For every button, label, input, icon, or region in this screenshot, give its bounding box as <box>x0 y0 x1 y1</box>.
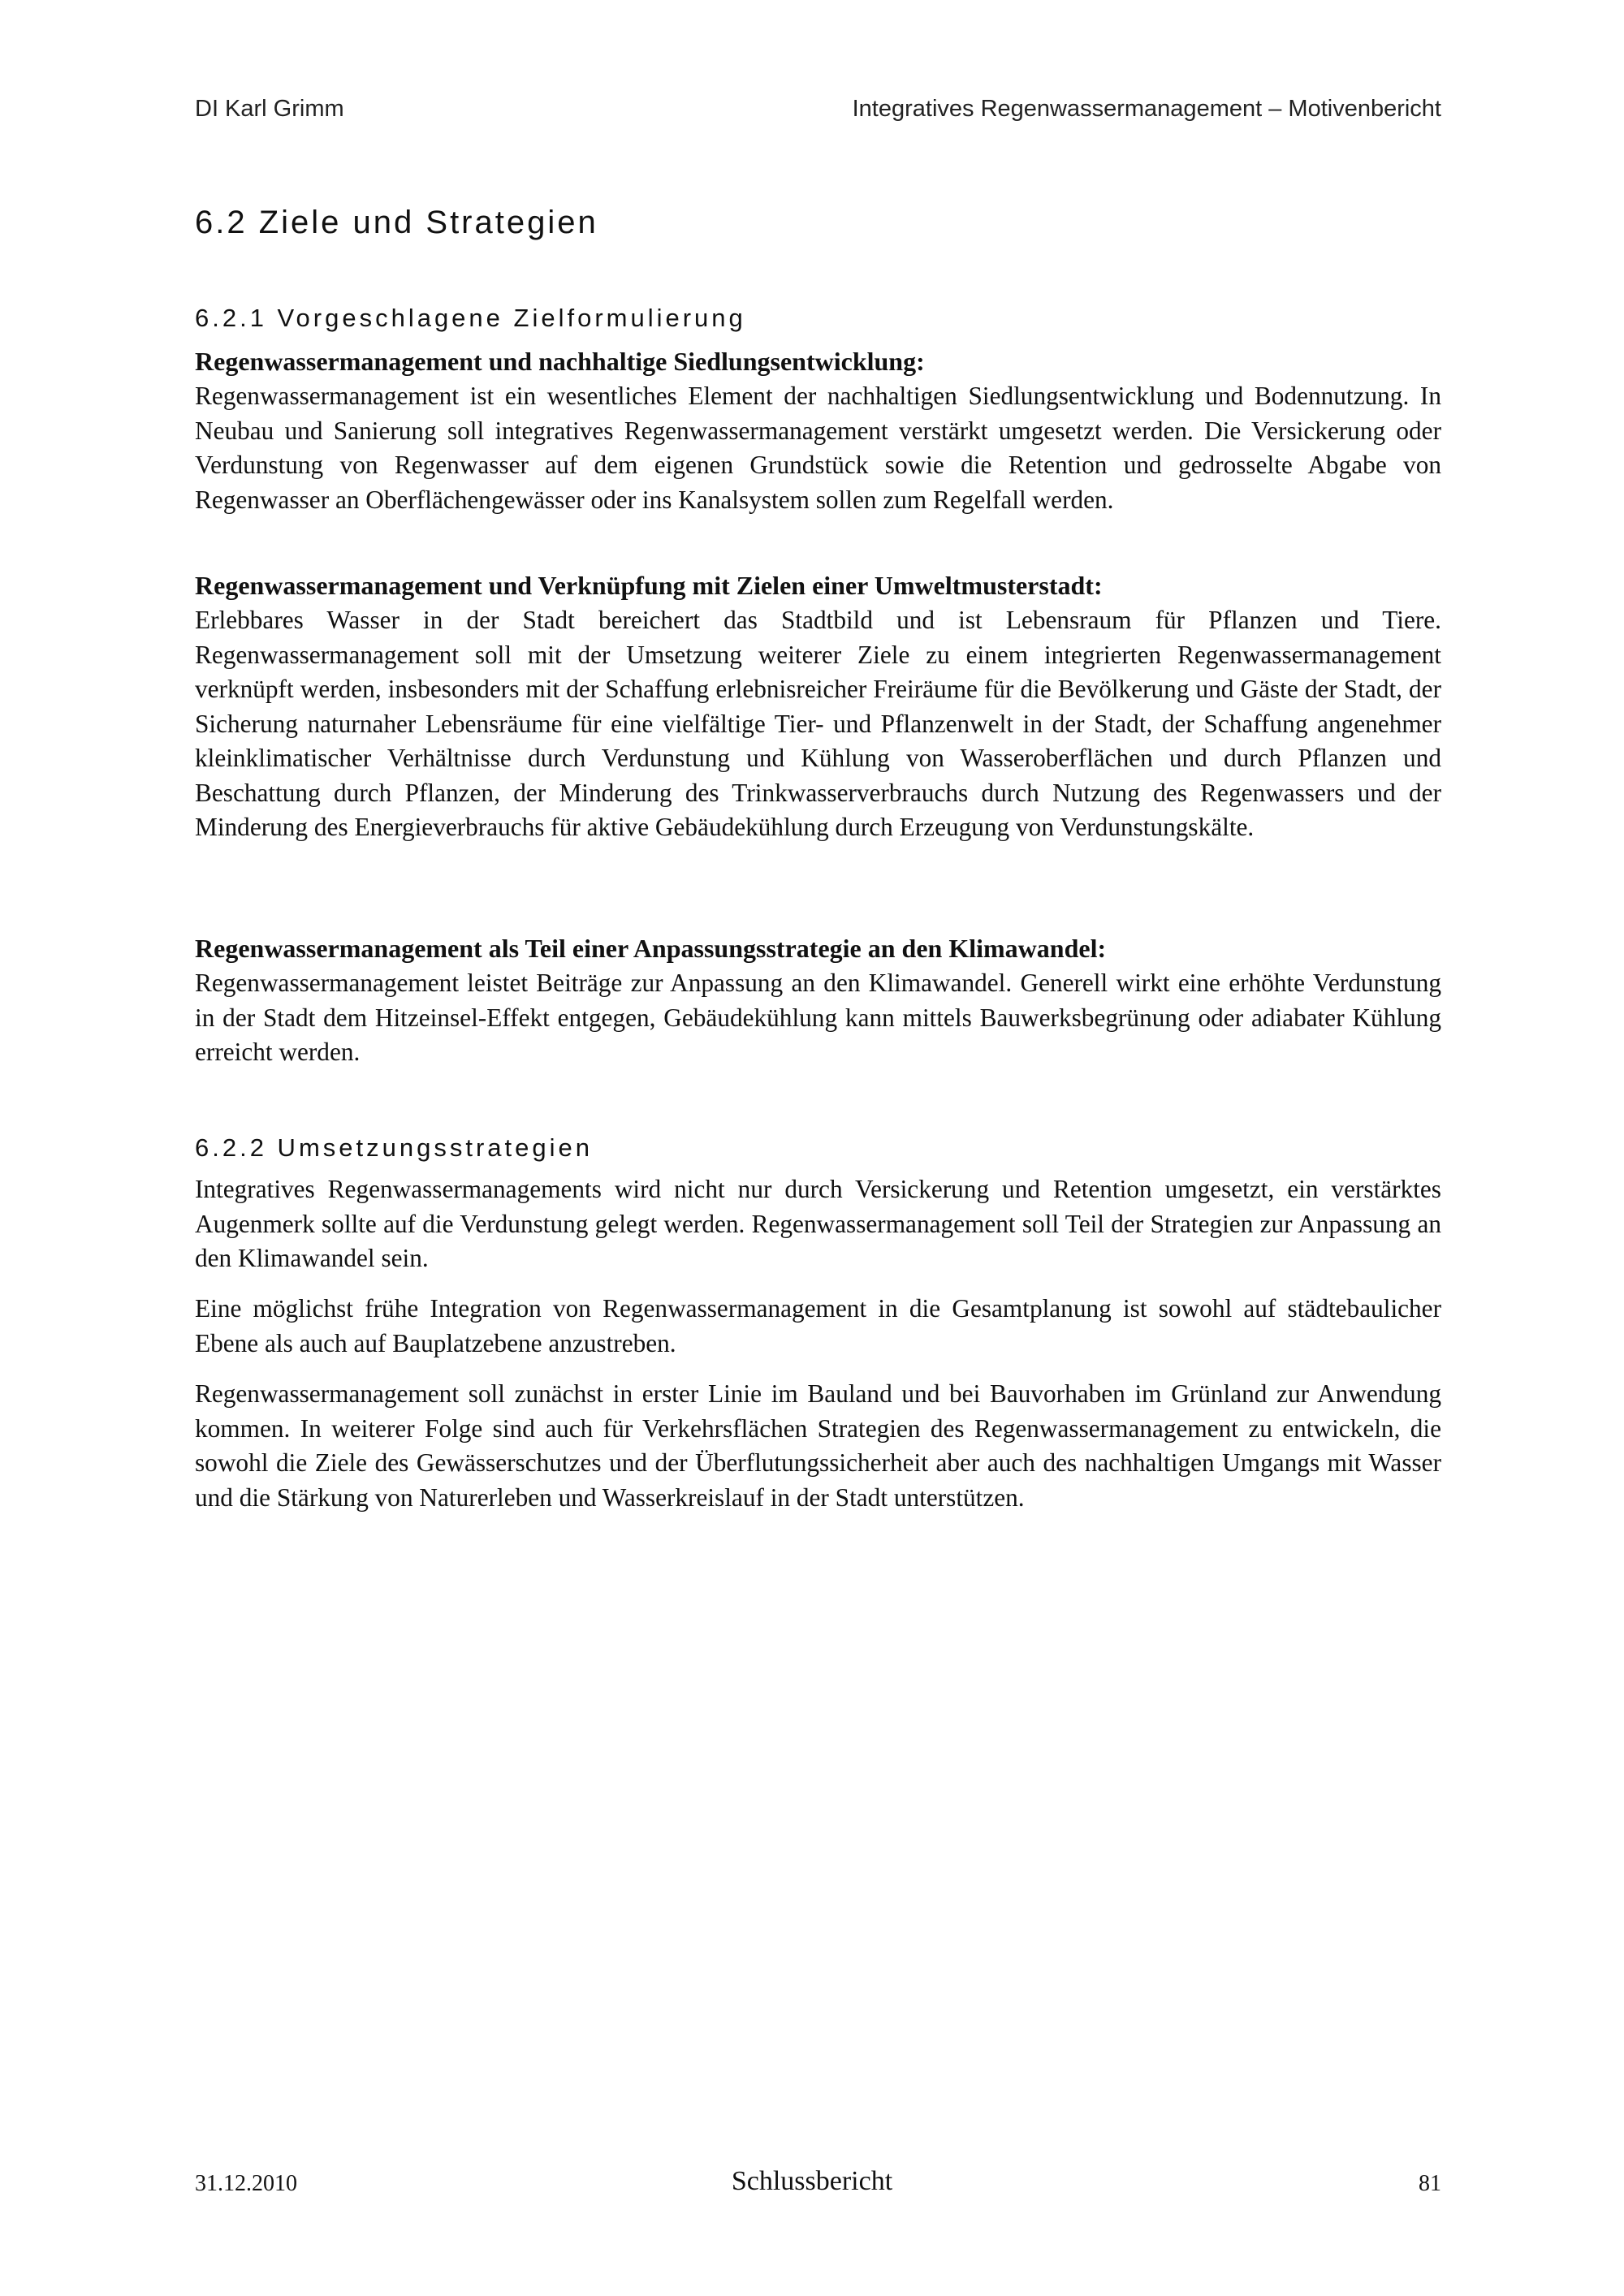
goal-text: Regenwassermanagement ist ein wesentliches Element der nachhaltigen Siedlungsentwicklung und Bodennutzung. In Neubau und Sanierung soll integratives Regenwassermanagement verstärkt umgesetzt werden. Die Versickerung oder Verdunstung von Regenwasser auf dem eigenen Grundstück sowie die Retention und gedrosselte Abgabe von Regenwasser an Oberflächengewässer oder ins Kanalsystem sollen zum Regelfall werden. <box>195 382 1441 514</box>
footer-date: 31.12.2010 <box>195 2171 297 2196</box>
subsection-title-2: 6.2.2 Umsetzungsstrategien <box>195 1133 593 1162</box>
strategy-paragraph-3 <box>195 1377 1441 1515</box>
strategy-text: Integratives Regenwassermanagements wird nicht nur durch Versickerung und Retention umgesetzt, ein verstärktes Augenmerk sollte auf die Verdunstung gelegt werden. Regenwassermanagement soll Teil der Strategien zur Anpassung an den Klimawandel sein. <box>195 1175 1441 1272</box>
header-author: DI Karl Grimm <box>195 96 344 122</box>
goal-block-umweltmusterstadt <box>195 568 1441 845</box>
goal-text: Erlebbares Wasser in der Stadt bereichert das Stadtbild und ist Lebensraum für Pflanzen und Tiere. Regenwassermanagement soll mit der Umsetzung weiterer Ziele zu einem integrierten Regenwassermanagement verknüpft werden, insbesonders mit der Schaffung erlebnisreicher Freiräume für die Bevölkerung und Gäste der Stadt, der Sicherung naturnaher Lebensräume für eine vielfältige Tier- und Pflanzenwelt in der Stadt, der Schaffung angenehmer kleinklimatischer Verhältnisse durch Verdunstung und Kühlung von Wasseroberflächen und durch Pflanzen und Beschattung durch Pflanzen, der Minderung des Trinkwasserverbrauchs durch Nutzung des Regenwassers und der Minderung des Energieverbrauchs für aktive Gebäudekühlung durch Erzeugung von Verdunstungskälte. <box>195 606 1441 841</box>
goal-text: Regenwassermanagement leistet Beiträge zur Anpassung an den Klimawandel. Generell wirkt eine erhöhte Verdunstung in der Stadt dem Hitzeinsel-Effekt entgegen, Gebäudekühlung kann mittels Bauwerksbegrünung oder adiabater Kühlung erreicht werden. <box>195 969 1441 1066</box>
strategy-paragraph-2 <box>195 1292 1441 1361</box>
goal-block-siedlungsentwicklung <box>195 344 1441 517</box>
subsection-title-1: 6.2.1 Vorgeschlagene Zielformulierung <box>195 304 746 332</box>
footer-title: Schlussbericht <box>731 2166 893 2196</box>
strategy-text: Eine möglichst frühe Integration von Regenwassermanagement in die Gesamtplanung ist sowohl auf städtebaulicher Ebene als auch auf Bauplatzebene anzustreben. <box>195 1294 1441 1357</box>
strategy-text: Regenwassermanagement soll zunächst in erster Linie im Bauland und bei Bauvorhaben im Grünland zur Anwendung kommen. In weiterer Folge sind auch für Verkehrsflächen Strategien des Regenwassermanagement zu entwickeln, die sowohl die Ziele des Gewässerschutzes und der Überflutungssicherheit aber auch des nachhaltigen Umgangs mit Wasser und die Stärkung von Naturerleben und Wasserkreislauf in der Stadt unterstützen. <box>195 1379 1441 1512</box>
goal-heading: Regenwassermanagement und nachhaltige Siedlungsentwicklung: <box>195 347 925 376</box>
header-title: Integratives Regenwassermanagement – Motivenbericht <box>852 96 1441 122</box>
goal-heading: Regenwassermanagement und Verknüpfung mit Zielen einer Umweltmusterstadt: <box>195 571 1103 600</box>
section-title: 6.2 Ziele und Strategien <box>195 205 598 240</box>
goal-block-klimawandel <box>195 931 1441 1070</box>
goal-heading: Regenwassermanagement als Teil einer Anpassungsstrategie an den Klimawandel: <box>195 934 1107 963</box>
strategy-paragraph-1 <box>195 1172 1441 1276</box>
footer-page-number: 81 <box>1419 2171 1441 2196</box>
